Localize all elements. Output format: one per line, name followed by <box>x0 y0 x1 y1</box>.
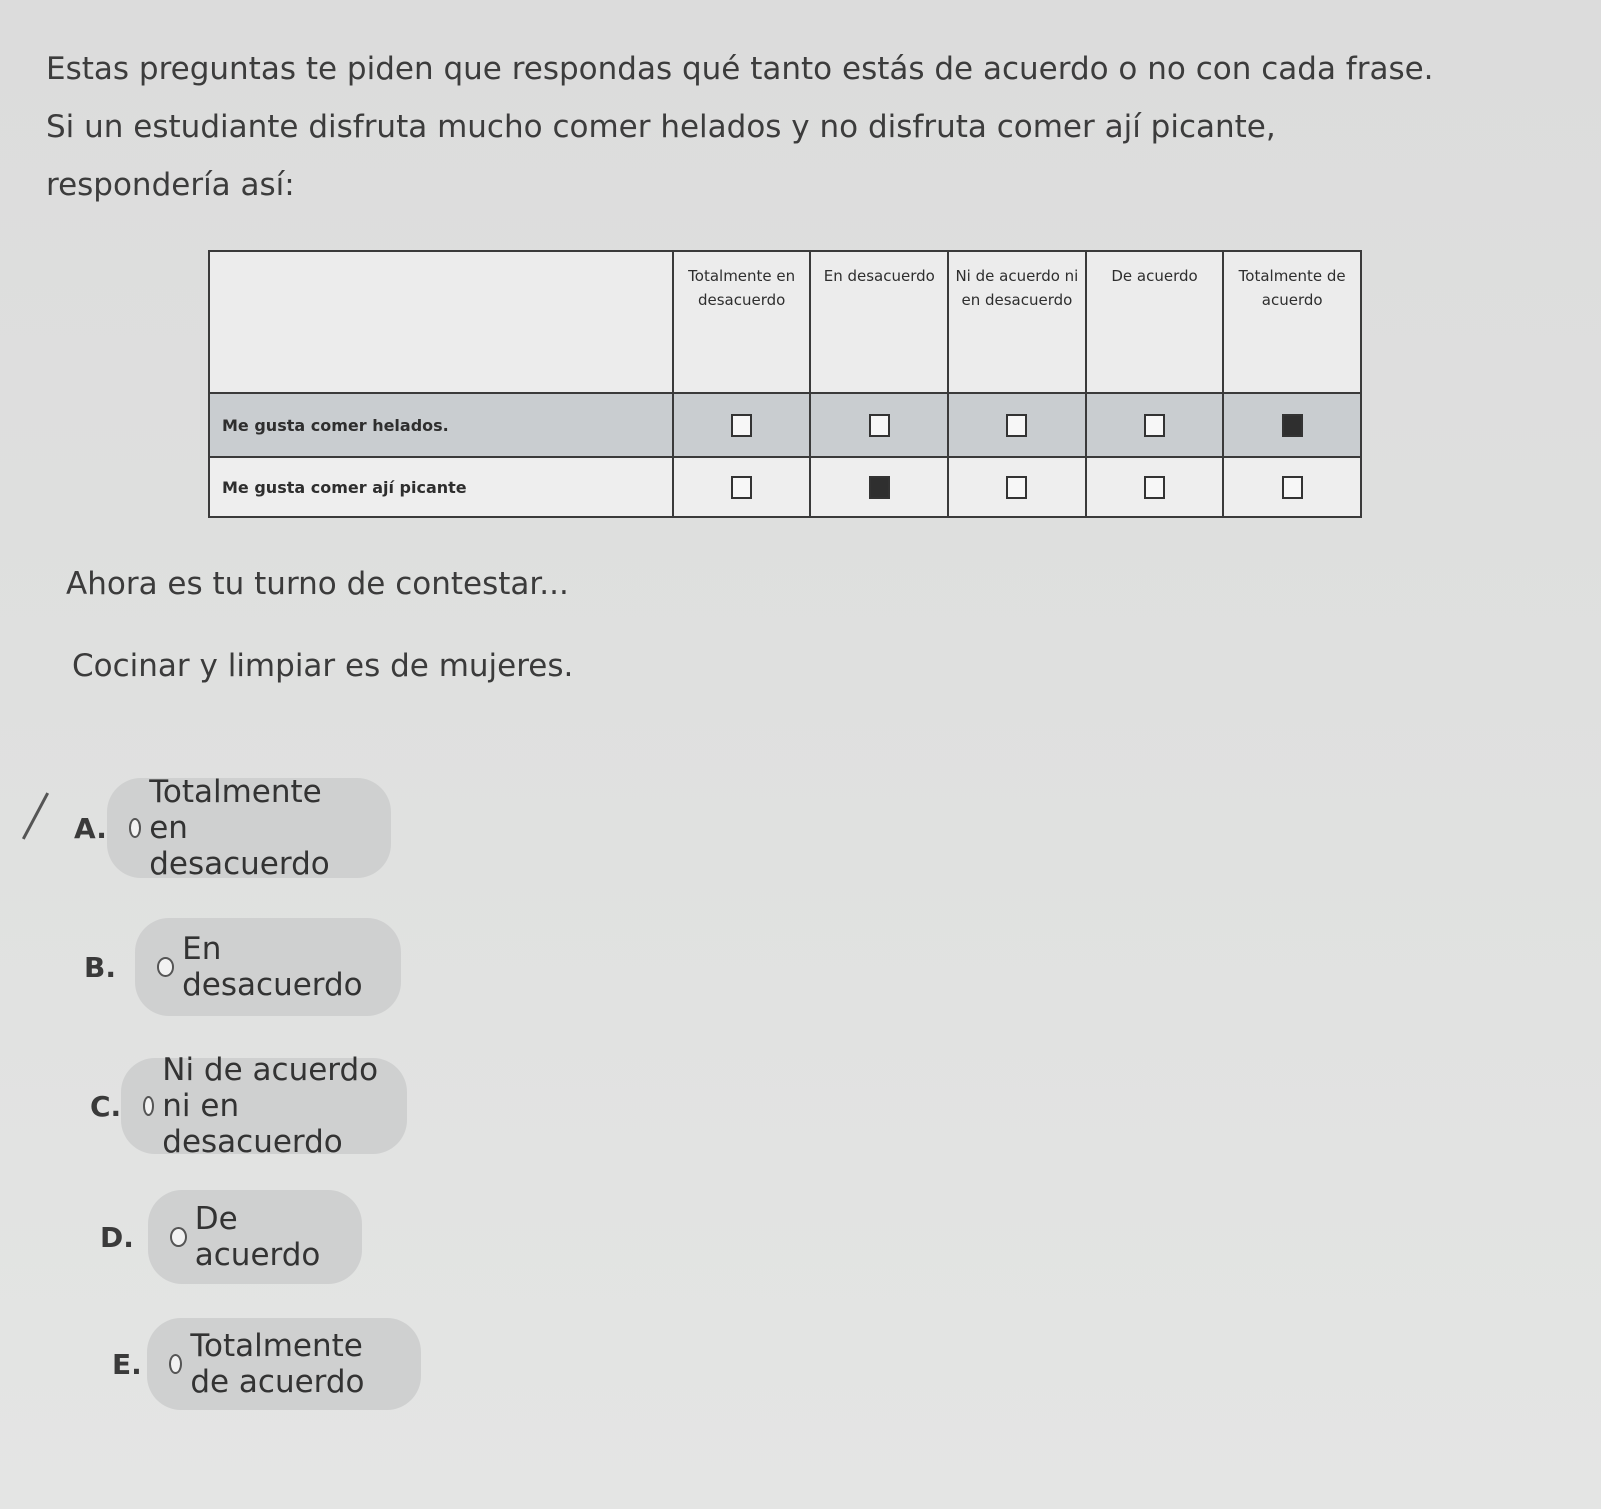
option-label: De acuerdo <box>194 1201 321 1273</box>
option-letter: E. <box>112 1347 142 1381</box>
option-a <box>74 774 391 882</box>
instructions-line-1: Estas preguntas te piden que respondas qué tanto estás de acuerdo o no con cada frase. <box>46 51 1434 87</box>
option-label: En desacuerdo <box>182 931 363 1003</box>
option-c-button[interactable] <box>121 1052 406 1160</box>
option-b-button[interactable] <box>135 918 401 1016</box>
option-letter: A. <box>74 811 107 845</box>
checkbox-icon <box>731 476 752 499</box>
option-label: Totalmente de acuerdo <box>190 1328 365 1400</box>
pen-mark <box>22 792 49 839</box>
example-statement: Me gusta comer helados. <box>209 393 673 457</box>
example-statement: Me gusta comer ají picante <box>209 457 673 517</box>
radio-icon[interactable] <box>129 818 141 838</box>
radio-icon[interactable] <box>143 1096 154 1116</box>
checkbox-icon <box>1144 414 1165 437</box>
example-header-blank <box>209 251 673 393</box>
radio-icon[interactable] <box>169 1354 182 1374</box>
checkbox-icon <box>731 414 752 437</box>
option-letter: C. <box>90 1089 122 1123</box>
option-b <box>84 918 401 1016</box>
option-label: Ni de acuerdo ni en desacuerdo <box>162 1052 379 1160</box>
option-e <box>112 1318 421 1410</box>
radio-icon[interactable] <box>170 1227 187 1247</box>
example-row <box>209 457 1361 517</box>
example-header-col: Totalmente en desacuerdo <box>673 251 811 393</box>
option-label: Totalmente en desacuerdo <box>149 774 330 882</box>
example-header-col: Totalmente de acuerdo <box>1223 251 1361 393</box>
checkbox-icon <box>1282 414 1303 437</box>
option-d <box>100 1190 362 1284</box>
example-header-col: De acuerdo <box>1086 251 1224 393</box>
checkbox-icon <box>869 414 890 437</box>
example-table <box>208 250 1362 518</box>
option-e-button[interactable] <box>147 1318 420 1410</box>
checkbox-icon <box>1006 414 1027 437</box>
option-letter: D. <box>100 1220 134 1254</box>
example-header-col: En desacuerdo <box>810 251 948 393</box>
question-statement: Cocinar y limpiar es de mujeres. <box>72 648 574 684</box>
checkbox-icon <box>1006 476 1027 499</box>
instructions-line-3: respondería así: <box>46 167 295 203</box>
instructions <box>46 40 1546 214</box>
checkbox-icon <box>1144 476 1165 499</box>
checkbox-icon <box>1282 476 1303 499</box>
radio-icon[interactable] <box>157 957 174 977</box>
example-header-col: Ni de acuerdo ni en desacuerdo <box>948 251 1086 393</box>
option-letter: B. <box>84 950 116 984</box>
instructions-line-2: Si un estudiante disfruta mucho comer helados y no disfruta comer ají picante, <box>46 109 1276 145</box>
example-row <box>209 393 1361 457</box>
example-header-row <box>209 251 1361 393</box>
option-a-button[interactable] <box>107 774 391 882</box>
option-d-button[interactable] <box>148 1190 362 1284</box>
prompt-text: Ahora es tu turno de contestar... <box>66 566 569 602</box>
checkbox-icon <box>869 476 890 499</box>
option-c <box>90 1052 407 1160</box>
